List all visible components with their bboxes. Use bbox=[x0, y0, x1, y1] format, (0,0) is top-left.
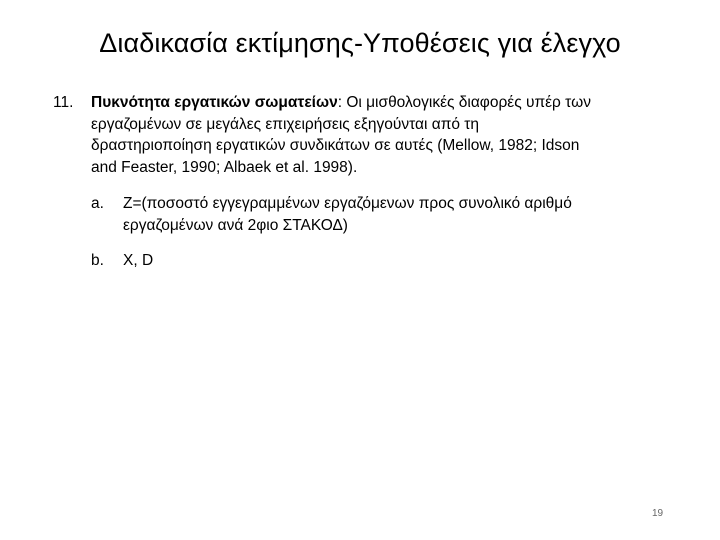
item-line-1-text: : Οι μισθολογικές διαφορές υπέρ των bbox=[337, 94, 591, 111]
subitem-letter: a. bbox=[91, 195, 104, 212]
subitem-a-line-2: εργαζομένων ανά 2φιο ΣΤΑΚΟΔ) bbox=[123, 216, 348, 234]
item-line-1 bbox=[91, 92, 691, 114]
subitem-letter: b. bbox=[91, 252, 104, 269]
item-line-3: δραστηριοποίηση εργατικών συνδικάτων σε αυτές (Mellow, 1982; Idson bbox=[91, 137, 580, 154]
subitem-text bbox=[123, 250, 693, 272]
item-bold-term: Πυκνότητα εργατικών σωματείων bbox=[91, 94, 338, 111]
item-line-2: εργαζομένων σε μεγάλες επιχειρήσεις εξηγούνται από τη bbox=[91, 115, 480, 133]
item-number: 11. bbox=[53, 94, 74, 111]
page-number: 19 bbox=[652, 508, 664, 519]
item-line-4: and Feaster, 1990; Albaek et al. 1998). bbox=[91, 158, 358, 176]
subitem-b-line-1: X, D bbox=[123, 252, 154, 269]
subitem-a-line-1: Z=(ποσοστό εγγεγραμμένων εργαζόμενων προς συνολικό αριθμό bbox=[123, 195, 572, 212]
slide-title: Διαδικασία εκτίμησης-Υποθέσεις για έλεγχο bbox=[99, 28, 621, 58]
subitem-text bbox=[123, 193, 693, 236]
item-text bbox=[91, 92, 691, 178]
